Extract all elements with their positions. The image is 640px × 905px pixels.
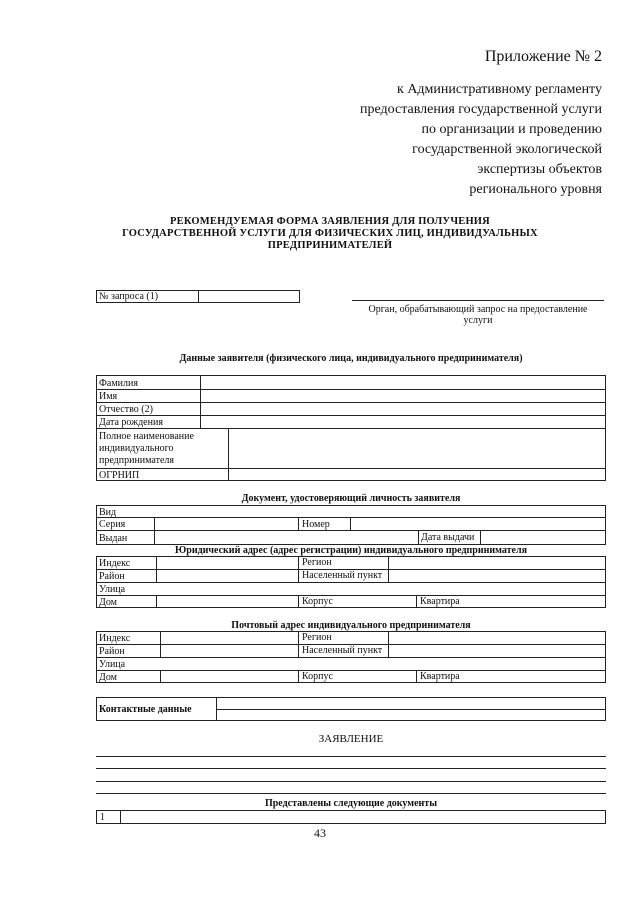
- postal-district-label: Район: [99, 646, 125, 657]
- postal-apartment-label: Квартира: [420, 671, 460, 682]
- contacts-field-2[interactable]: [217, 710, 605, 720]
- statement-line[interactable]: [96, 768, 606, 769]
- reference-line: регионального уровня: [469, 182, 602, 197]
- doc-type-label: Вид: [99, 507, 117, 518]
- documents-row-number: 1: [100, 812, 105, 823]
- request-number-label: № запроса (1): [99, 291, 159, 302]
- legal-index-label: Индекс: [99, 558, 131, 569]
- appendix-title: Приложение № 2: [484, 48, 602, 65]
- birthdate-label: Дата рождения: [99, 417, 163, 428]
- identity-doc-title: Документ, удостоверяющий личность заявителя: [241, 493, 461, 504]
- documents-row-field[interactable]: [121, 811, 605, 823]
- legal-street-label: Улица: [99, 584, 126, 595]
- organ-underline: [352, 300, 604, 301]
- doc-issued-field[interactable]: [155, 531, 417, 544]
- legal-locality-label: Населенный пункт: [302, 570, 383, 581]
- postal-address-title: Почтовый адрес индивидуального предпринимателя: [231, 620, 471, 631]
- statement-title: ЗАЯВЛЕНИЕ: [318, 733, 384, 745]
- page-number: 43: [314, 826, 326, 840]
- postal-district-field[interactable]: [161, 645, 297, 656]
- postal-building-field[interactable]: [350, 671, 415, 682]
- divider: [198, 290, 199, 303]
- ogrnip-label: ОГРНИП: [99, 470, 140, 481]
- legal-locality-field[interactable]: [389, 570, 605, 581]
- surname-label: Фамилия: [99, 378, 138, 389]
- appendix-reference: [302, 80, 602, 200]
- legal-house-label: Дом: [99, 597, 117, 608]
- doc-number-field[interactable]: [351, 518, 605, 529]
- organ-caption: Орган, обрабатывающий запрос на предоставление услуги: [368, 304, 588, 326]
- postal-street-label: Улица: [99, 659, 126, 670]
- postal-house-label: Дом: [99, 672, 117, 683]
- legal-building-field[interactable]: [350, 596, 415, 607]
- name-field[interactable]: [201, 390, 605, 401]
- postal-index-field[interactable]: [161, 632, 297, 643]
- patronymic-label: Отчество (2): [99, 404, 153, 415]
- legal-region-label: Регион: [302, 557, 332, 568]
- statement-line[interactable]: [96, 793, 606, 794]
- legal-apartment-field[interactable]: [470, 596, 605, 607]
- patronymic-field[interactable]: [201, 403, 605, 414]
- postal-region-label: Регион: [302, 632, 332, 643]
- reference-line: экспертизы объектов: [477, 162, 602, 177]
- reference-line: к Административному регламенту: [397, 82, 602, 97]
- request-number-field[interactable]: [200, 290, 298, 302]
- statement-line[interactable]: [96, 756, 606, 757]
- legal-building-label: Корпус: [302, 596, 333, 607]
- doc-issued-label: Выдан: [99, 533, 128, 544]
- reference-line: по организации и проведению: [421, 122, 602, 137]
- doc-number-label: Номер: [302, 519, 330, 530]
- doc-issue-date-label: Дата выдачи: [421, 532, 475, 543]
- legal-address-title: Юридический адрес (адрес регистрации) индивидуального предпринимателя: [175, 545, 527, 556]
- postal-street-field[interactable]: [140, 658, 605, 669]
- ogrnip-field[interactable]: [229, 469, 605, 480]
- reference-line: предоставления государственной услуги: [360, 102, 602, 117]
- doc-type-field[interactable]: [120, 506, 605, 516]
- postal-building-label: Корпус: [302, 671, 333, 682]
- form-title-line: ПРЕДПРИНИМАТЕЛЕЙ: [267, 240, 393, 251]
- legal-index-field[interactable]: [157, 557, 297, 568]
- surname-field[interactable]: [201, 376, 605, 388]
- postal-house-field[interactable]: [161, 671, 297, 682]
- legal-house-field[interactable]: [157, 596, 297, 607]
- postal-region-field[interactable]: [389, 632, 605, 643]
- contacts-field-1[interactable]: [217, 698, 605, 708]
- form-title: [120, 216, 540, 252]
- doc-series-label: Серия: [99, 519, 126, 530]
- postal-locality-field[interactable]: [389, 645, 605, 656]
- applicant-section-title: Данные заявителя (физического лица, индивидуального предпринимателя): [179, 353, 523, 364]
- legal-district-field[interactable]: [157, 570, 297, 581]
- documents-title: Представлены следующие документы: [264, 798, 438, 809]
- legal-region-field[interactable]: [389, 557, 605, 568]
- legal-district-label: Район: [99, 571, 125, 582]
- name-label: Имя: [99, 391, 118, 402]
- form-title-line: РЕКОМЕНДУЕМАЯ ФОРМА ЗАЯВЛЕНИЯ ДЛЯ ПОЛУЧЕНИЯ: [170, 216, 490, 227]
- statement-line[interactable]: [96, 781, 606, 782]
- contacts-label: Контактные данные: [99, 704, 192, 715]
- legal-apartment-label: Квартира: [420, 596, 460, 607]
- form-title-line: ГОСУДАРСТВЕННОЙ УСЛУГИ ДЛЯ ФИЗИЧЕСКИХ ЛИЦ, ИНДИВИДУАЛЬНЫХ: [122, 228, 538, 239]
- legal-street-field[interactable]: [140, 583, 605, 594]
- postal-apartment-field[interactable]: [470, 671, 605, 682]
- birthdate-field[interactable]: [201, 416, 605, 427]
- doc-series-field[interactable]: [155, 518, 297, 529]
- full-name-field[interactable]: [229, 429, 605, 467]
- doc-issue-date-field[interactable]: [481, 531, 605, 544]
- reference-line: государственной экологической: [412, 142, 602, 157]
- full-name-label: Полное наименование индивидуального предпринимателя: [99, 431, 194, 466]
- postal-index-label: Индекс: [99, 633, 131, 644]
- postal-locality-label: Населенный пункт: [302, 645, 383, 656]
